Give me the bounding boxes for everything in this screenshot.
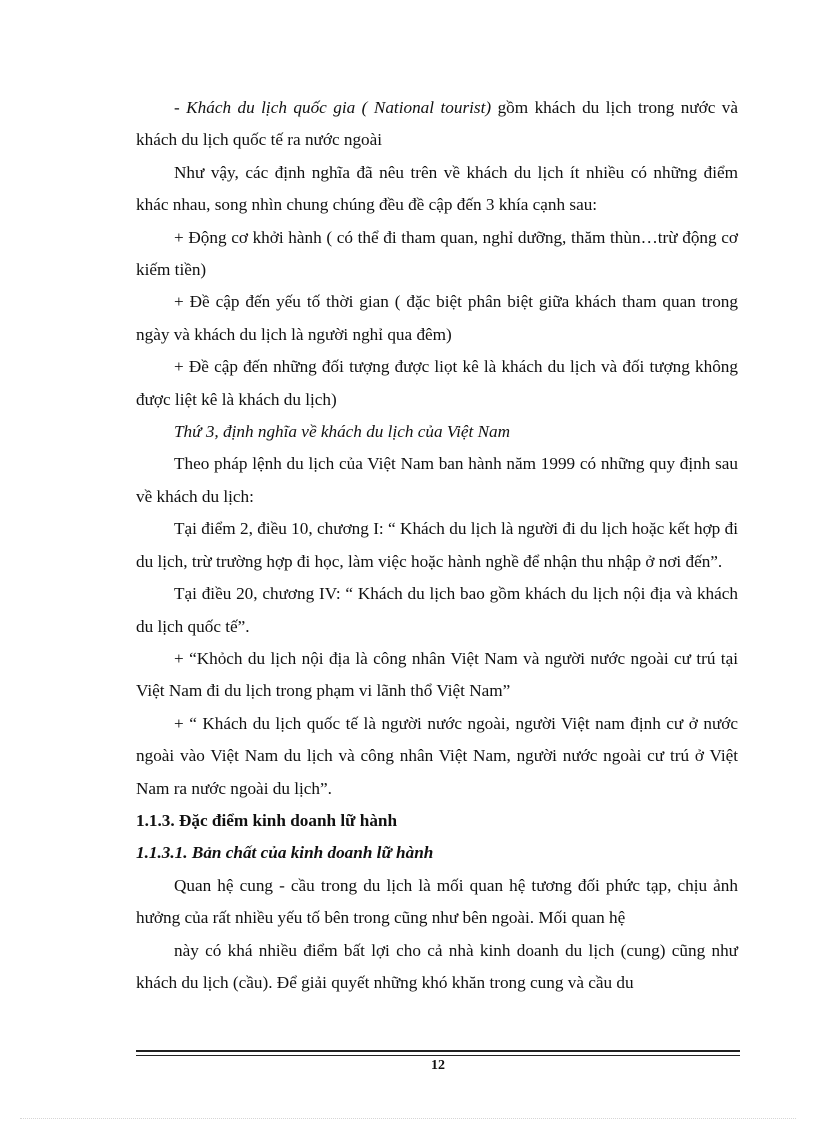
bullet-time: + Đề cập đến yếu tố thời gian ( đặc biệt phân biệt giữa khách tham quan trong ngày và khách du lịch là người nghỉ qua đêm)	[136, 292, 738, 344]
section-heading: 1.1.3. Đặc điểm kinh doanh lữ hành	[136, 810, 398, 830]
paragraph-article-10: Tại điểm 2, điều 10, chương I: “ Khách du lịch là người đi du lịch hoặc kết hợp đi du lịch, trừ trường hợp đi học, làm việc hoặc hành nghề để nhận thu nhập ở nơi đến”.	[136, 519, 738, 571]
page-bottom-border	[20, 1118, 796, 1119]
bullet-domestic: + “Khỏch du lịch nội địa là công nhân Việt Nam và người nước ngoài cư trú tại Việt Nam đi du lịch trong phạm vi lãnh thổ Việt Nam”	[136, 648, 738, 701]
paragraph-summary: Như vậy, các định nghĩa đã nêu trên về khách du lịch ít nhiều có những điểm khác nhau, song nhìn chung chúng đều đề cập đến 3 khía cạnh sau:	[136, 162, 738, 215]
paragraph-continuation: này có khá nhiều điểm bất lợi cho cả nhà kinh doanh du lịch (cung) cũng như khách du lịch (cầu). Để giải quyết những khó khăn trong cung và cầu du	[136, 940, 738, 992]
paragraph-ordinance: Theo pháp lệnh du lịch của Việt Nam ban hành năm 1999 có những quy định sau về khách du lịch:	[136, 454, 738, 506]
italic-term: - Khách du lịch quốc gia ( National tourist)	[174, 98, 492, 117]
paragraph-article-20: Tại điều 20, chương IV: “ Khách du lịch bao gồm khách du lịch nội địa và khách du lịch quốc tế”.	[136, 584, 738, 636]
page-number: 12	[431, 1058, 445, 1073]
bullet-subjects: + Đề cập đến những đối tượng được liọt kê là khách du lịch và đối tượng không được liệt kê là khách du lịch)	[136, 357, 738, 409]
body-text	[136, 92, 738, 999]
bullet-international: + “ Khách du lịch quốc tế là người nước ngoài, người Việt nam định cư ở nước ngoài vào Việt Nam du lịch và công nhân Việt Nam, người nước ngoài cư trú ở Việt Nam ra nước ngoài du lịch”.	[136, 713, 738, 798]
bullet-motive: + Động cơ khởi hành ( có thể đi tham quan, nghỉ dưỡng, thăm thùn…trừ động cơ kiếm tiền)	[136, 227, 738, 280]
paragraph-text: gồm khách du lịch trong nước và khách du lịch quốc tế ra nước ngoài	[136, 98, 739, 150]
paragraph-vietnam-definition-title: Thứ 3, định nghĩa về khách du lịch của Việt Nam	[174, 422, 511, 442]
subsection-heading: 1.1.3.1. Bản chất của kinh doanh lữ hành	[136, 843, 434, 863]
paragraph-supply-demand: Quan hệ cung - cầu trong du lịch là mối quan hệ tương đối phức tạp, chịu ảnh hưởng của rất nhiều yếu tố bên trong cũng như bên ngoài. Mối quan hệ	[136, 875, 738, 928]
footer-divider	[136, 1050, 740, 1056]
paragraph-national-tourist	[136, 92, 738, 157]
